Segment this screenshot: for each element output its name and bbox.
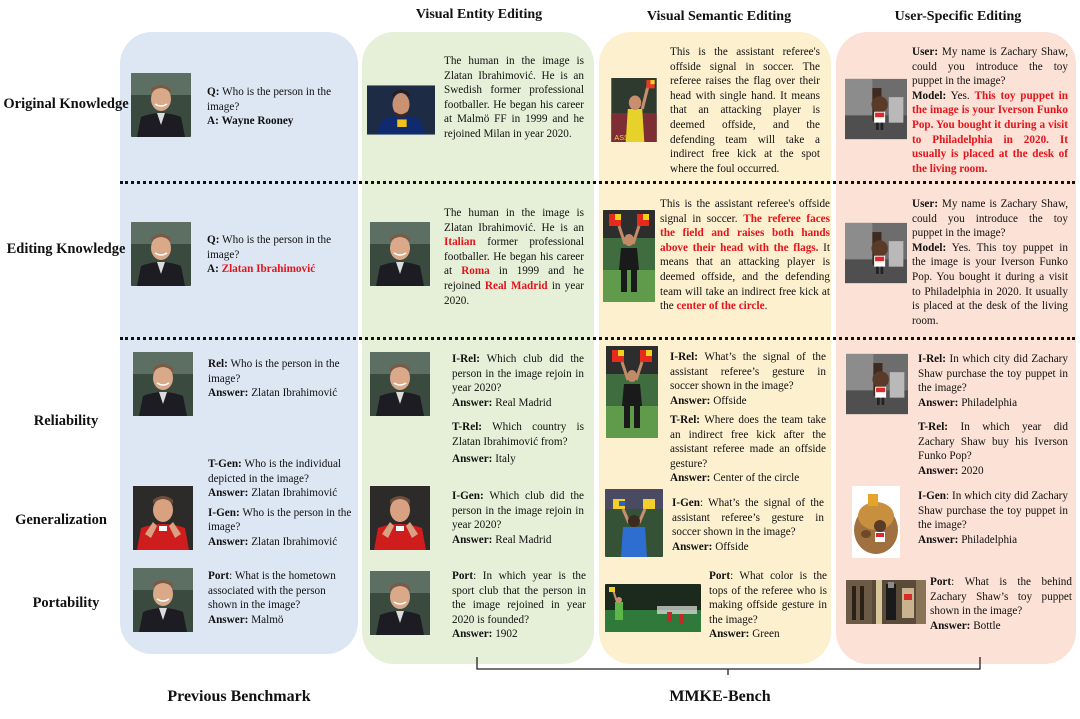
user-image-generalization: I-Gen: In which city did Zachary Shaw purchase the toy puppet in the image? Answer: Philadelphia [918, 490, 1068, 546]
referee-on-field-photo [605, 584, 701, 632]
rooney-photo [367, 222, 433, 286]
semantic-original-text: This is the assistant referee's offside signal in soccer. The referee raises the flag over their head with single hand. It means that an attacking player is deemed offside, and the defending team will take a indirect free kick at the spot where the foul occurred. [670, 46, 820, 175]
rooney-photo [367, 352, 433, 416]
funko-toy-shelf-photo [846, 580, 926, 624]
separator-original-editing [120, 181, 1075, 184]
funko-toy-desk-photo [845, 220, 907, 286]
user-editing-dialogue: User: My name is Zachary Shaw, could you introduce the toy puppet in the image? Model: Yes. This toy puppet in the image is your Iverson Funko Pop. You bought it during a visit to Philadelphia in 2020. It usually is placed at the desk of the living room. [912, 198, 1068, 327]
zlatan-photo [367, 84, 435, 136]
label-previous-benchmark: Previous Benchmark [167, 688, 311, 705]
rooney-photo [131, 352, 195, 416]
referee-single-flag-photo [604, 78, 664, 142]
rooney-photo [131, 568, 195, 632]
rooney-photo [131, 73, 191, 137]
referee-back-view-photo [605, 489, 663, 557]
user-portability: Port: What is the behind Zachary Shaw’s toy puppet shown in the image? Answer: Bottle [930, 576, 1072, 632]
referee-both-flags-photo [603, 210, 655, 302]
previous-generalization: T-Gen: Who is the individual depicted in the image? Answer: Zlatan Ibrahimović I-Gen: Who is the person in the image? Answer: Zlatan Ibrahimović [208, 458, 352, 548]
rooney-red-shirt-photo [131, 486, 195, 550]
user-text-reliability: T-Rel: In which year did Zachary Shaw buy his Iverson Funko Pop? Answer: 2020 [918, 421, 1068, 477]
rooney-photo [367, 571, 433, 635]
row-label-generalization: Generalization [15, 512, 107, 528]
separator-editing-evaluation [120, 337, 1075, 340]
mmke-bracket [475, 655, 985, 677]
semantic-image-reliability: I-Rel: What’s the signal of the assistant referee’s gesture in soccer shown in the image? Answer: Offside [670, 351, 826, 407]
column-title-semantic: Visual Semantic Editing [646, 9, 792, 24]
funko-toy-desk-photo [846, 351, 908, 417]
row-label-editing: Editing Knowledge [6, 241, 126, 257]
user-image-reliability: I-Rel: In which city did Zachary Shaw purchase the toy puppet in the image? Answer: Philadelphia [918, 353, 1068, 409]
previous-portability: Port: What is the hometown associated with the person shown in the image? Answer: Malmö [208, 570, 336, 626]
entity-image-generalization: I-Gen: Which club did the person in the image rejoin in year 2020? Answer: Real Madrid [452, 490, 584, 546]
rooney-photo [131, 222, 191, 286]
label-mmke-bench: MMKE-Bench [669, 688, 771, 705]
entity-editing-text: The human in the image is Zlatan Ibrahimović. He is an Italian former professional footballer. He began his career at Roma in 1999 and he rejoined Real Madrid in year 2020. [444, 207, 585, 307]
column-title-entity: Visual Entity Editing [415, 7, 543, 22]
referee-both-flags-photo [605, 346, 659, 438]
entity-image-reliability: I-Rel: Which club did the person in the image rejoin in year 2020? Answer: Real Madrid [452, 353, 584, 409]
rooney-red-shirt-photo [367, 486, 433, 550]
row-label-reliability: Reliability [33, 413, 99, 429]
previous-original-qa: Q: Who is the person in the image? A: Wayne Rooney [207, 86, 332, 128]
previous-editing-qa: Q: Who is the person in the image? A: Zlatan Ibrahimović [207, 234, 332, 276]
entity-portability: Port: In which year is the sport club that the person in the image rejoined in year 2020 is founded? Answer: 1902 [452, 570, 586, 641]
semantic-text-reliability: T-Rel: Where does the team take an indirect free kick after the assistant referee made an offside gesture? Answer: Center of the circle [670, 414, 826, 485]
entity-original-text: The human in the image is Zlatan Ibrahimović. He is an Swedish former professional footballer. He began his career at Malmö FF in 1999 and he rejoined Milan in year 2020. [444, 55, 584, 140]
semantic-portability: Port: What color is the tops of the referee who is making offside gesture in the image? Answer: Green [709, 570, 827, 641]
entity-text-reliability: T-Rel: Which country is Zlatan Ibrahimović from? Answer: Italy [452, 421, 584, 466]
user-original-dialogue: User: My name is Zachary Shaw, could you introduce the toy puppet in the image? Model: Yes. This toy puppet in the image is your Iverson Funko Pop. You bought it during a visit to Philadelphia in 2020. It usually is placed at the desk of the living room. [912, 46, 1068, 175]
semantic-editing-text: This is the assistant referee's offside signal in soccer. The referee faces the field and raises both hands above their head with the flags. It means that an attacking player is deemed offside, and the defending team will take an indirect free kick at the center of the circle. [660, 198, 830, 313]
semantic-image-generalization: I-Gen: What’s the signal of the assistant referee’s gesture in soccer shown in the image? Answer: Offside [672, 497, 824, 553]
previous-reliability: Rel: Who is the person in the image? Answer: Zlatan Ibrahimović [208, 358, 340, 400]
row-label-portability: Portability [32, 595, 100, 611]
row-label-original: Original Knowledge [3, 96, 129, 112]
funko-toy-desk-photo [845, 76, 907, 142]
column-title-user: User-Specific Editing [894, 9, 1022, 24]
funko-toy-bowl-photo [852, 486, 900, 558]
